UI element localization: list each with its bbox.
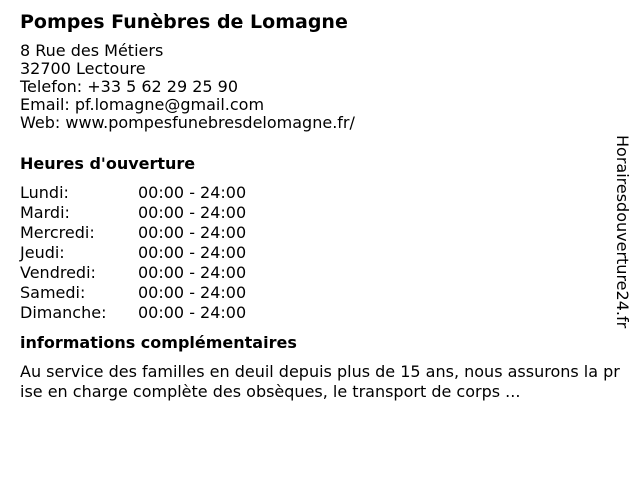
hours-heading: Heures d'ouverture xyxy=(20,154,196,173)
business-listing xyxy=(20,10,620,402)
street-address: 8 Rue des Métiers xyxy=(20,41,164,60)
time-range: 00:00 - 24:00 xyxy=(138,243,247,262)
day-label: Samedi: xyxy=(20,283,86,302)
hours-row-vendredi xyxy=(20,263,620,283)
contact-block xyxy=(20,42,620,132)
info-description: Au service des familles en deuil depuis plus de 15 ans, nous assurons la prise en charge complète des obsèques, le transport de corps ... xyxy=(20,362,620,401)
hours-row-lundi xyxy=(20,183,620,203)
time-range: 00:00 - 24:00 xyxy=(138,203,247,222)
business-name: Pompes Funèbres de Lomagne xyxy=(20,11,348,33)
hours-row-mercredi xyxy=(20,223,620,243)
hours-row-mardi xyxy=(20,203,620,223)
day-label: Mardi: xyxy=(20,203,70,222)
time-range: 00:00 - 24:00 xyxy=(138,283,247,302)
watermark xyxy=(612,135,632,345)
hours-table xyxy=(20,183,620,323)
email-line: Email: pf.lomagne@gmail.com xyxy=(20,95,265,114)
hours-row-dimanche xyxy=(20,303,620,323)
time-range: 00:00 - 24:00 xyxy=(138,183,247,202)
day-label: Lundi: xyxy=(20,183,69,202)
web-line: Web: www.pompesfunebresdelomagne.fr/ xyxy=(20,113,355,132)
city-postcode: 32700 Lectoure xyxy=(20,59,146,78)
day-label: Jeudi: xyxy=(20,243,65,262)
info-heading: informations complémentaires xyxy=(20,333,297,352)
hours-row-jeudi xyxy=(20,243,620,263)
time-range: 00:00 - 24:00 xyxy=(138,263,247,282)
day-label: Dimanche: xyxy=(20,303,107,322)
day-label: Vendredi: xyxy=(20,263,96,282)
time-range: 00:00 - 24:00 xyxy=(138,223,247,242)
phone-line: Telefon: +33 5 62 29 25 90 xyxy=(20,77,239,96)
watermark-text: Horairesdouverture24.fr xyxy=(613,135,632,329)
day-label: Mercredi: xyxy=(20,223,95,242)
hours-row-samedi xyxy=(20,283,620,303)
time-range: 00:00 - 24:00 xyxy=(138,303,247,322)
